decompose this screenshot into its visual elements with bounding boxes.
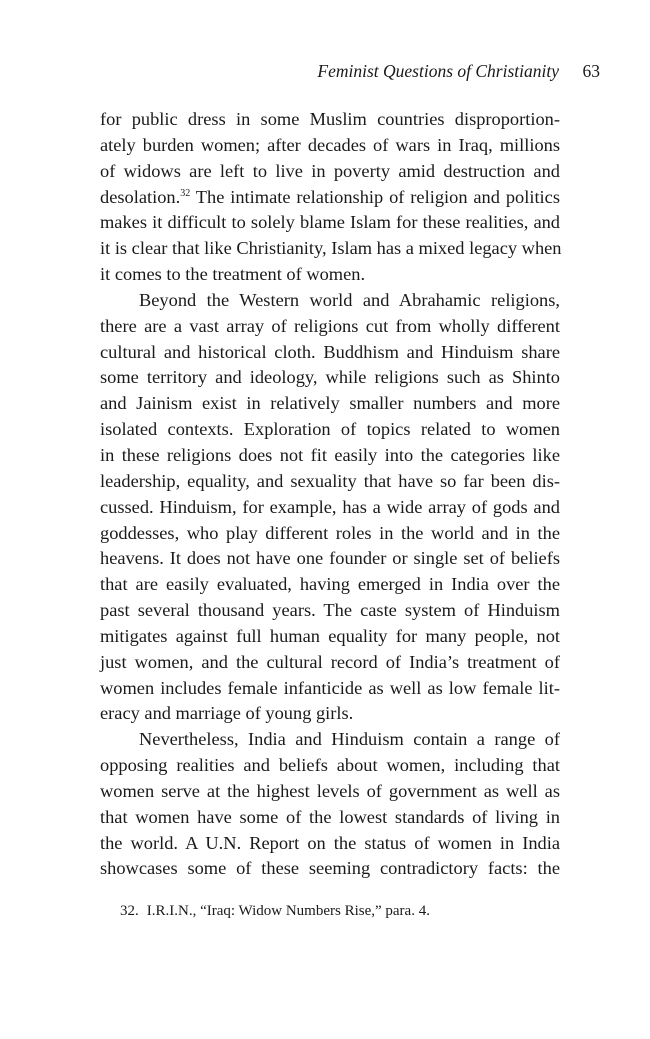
text-segment: desolation. (100, 186, 181, 207)
text-line: women includes female infanticide as well as low female lit- (100, 677, 560, 698)
text-line: cussed. Hinduism, for example, has a wide array of gods and (100, 496, 560, 517)
text-line: opposing realities and beliefs about women, including that (100, 755, 560, 776)
text-line: that women have some of the lowest standards of living in (100, 806, 560, 827)
text-line: that are easily evaluated, having emerged in India over the (100, 574, 560, 595)
text-segment: The intimate relationship of religion and politics (190, 186, 560, 207)
text-line: goddesses, who play different roles in the world and in the (100, 522, 560, 543)
page-number: 63 (582, 61, 600, 81)
text-line: past several thousand years. The caste system of Hinduism (100, 600, 560, 621)
text-line: some territory and ideology, while religions such as Shinto (100, 367, 560, 388)
text-line: mitigates against full human equality for many people, not (100, 625, 560, 646)
text-line: and Jainism exist in relatively smaller numbers and more (100, 393, 560, 414)
text-line: ately burden women; after decades of wars in Iraq, millions (100, 134, 560, 155)
text-line: showcases some of these seeming contradictory facts: the (100, 858, 560, 879)
text-line (100, 185, 560, 211)
body-text (100, 107, 560, 882)
text-line: in these religions does not fit easily into the categories like (100, 444, 560, 465)
text-line: leadership, equality, and sexuality that have so far been dis- (100, 470, 560, 491)
footnote-text: I.R.I.N., “Iraq: Widow Numbers Rise,” para. 4. (146, 903, 430, 919)
text-line: the world. A U.N. Report on the status of women in India (100, 832, 560, 853)
footnote (120, 900, 560, 922)
footnote-number: 32. (120, 903, 139, 919)
running-title: Feminist Questions of Christianity (317, 61, 559, 81)
text-line: cultural and historical cloth. Buddhism and Hinduism share (100, 341, 560, 362)
text-line: just women, and the cultural record of India’s treatment of (100, 651, 560, 672)
footnote-reference: 32 (180, 187, 191, 199)
text-line: for public dress in some Muslim countries disproportion- (100, 109, 560, 129)
text-line: Nevertheless, India and Hinduism contain a range of (139, 729, 560, 750)
text-line: isolated contexts. Exploration of topics related to women (100, 419, 560, 440)
text-line: there are a vast array of religions cut from wholly different (100, 315, 560, 336)
text-line: Beyond the Western world and Abrahamic religions, (139, 289, 560, 310)
text-line: women serve at the highest levels of government as well as (100, 780, 560, 801)
running-head (100, 61, 600, 85)
text-line: it is clear that like Christianity, Islam has a mixed legacy when (100, 238, 562, 259)
text-line: makes it difficult to solely blame Islam for these realities, and (100, 212, 560, 233)
text-line: it comes to the treatment of women. (100, 264, 366, 285)
text-line: eracy and marriage of young girls. (100, 703, 354, 724)
text-line: of widows are left to live in poverty amid destruction and (100, 160, 560, 181)
text-line: heavens. It does not have one founder or single set of beliefs (100, 548, 560, 569)
